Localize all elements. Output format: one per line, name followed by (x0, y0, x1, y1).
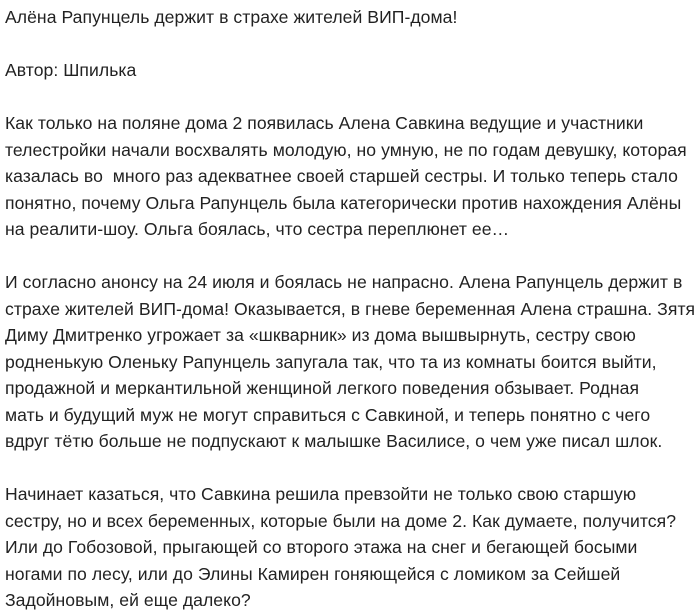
text-line: понятно, почему Ольга Рапунцель была категорически против нахождения Алёны (5, 192, 682, 213)
text-line: вдруг тётю больше не подпускают к малышке Василисе, о чем уже писал шлок. (5, 431, 663, 451)
article-paragraph-1 (5, 110, 691, 243)
text-line: ногами по лесу, или до Элины Камирен гоняющейся с ломиком за Сейшей (5, 563, 621, 584)
text-line: родненькую Оленьку Рапунцель запугала так, что та из комнаты боится выйти, (5, 351, 657, 372)
text-line: Начинает казаться, что Савкина решила превзойти не только свою старшую (5, 484, 637, 504)
text-line: Как только на поляне дома 2 появилась Алена Савкина ведущие и участники (5, 113, 644, 133)
text-line: И согласно анонсу на 24 июля и боялась не напрасно. Алена Рапунцель держит в (5, 272, 683, 292)
article-title-text: Алёна Рапунцель держит в страхе жителей ВИП-дома! (5, 7, 458, 27)
text-line: страхе жителей ВИП-дома! Оказывается, в гневе беременная Алена страшна. Зятя (5, 298, 696, 319)
article-paragraph-3 (5, 481, 691, 614)
article-paragraph-2 (5, 269, 696, 455)
article-author (5, 57, 691, 84)
text-line: сестру, но и всех беременных, которые были на доме 2. Как думаете, получится? (5, 510, 677, 531)
text-line: Диму Дмитренко угрожает за «шкварник» из дома вышвырнуть, сестру свою (5, 325, 636, 345)
text-line: Задойновым, ей еще далеко? (5, 590, 251, 610)
text-line: телестройки начали восхвалять молодую, но умную, не по годам девушку, которая (5, 139, 687, 160)
text-line: мать и будущий муж не могут справиться с Савкиной, и теперь понятно с чего (5, 404, 651, 425)
text-line: на реалити-шоу. Ольга боялась, что сестра переплюнет ее… (5, 219, 510, 239)
article-author-text: Автор: Шпилька (5, 60, 137, 80)
text-line: продажной и меркантильной женщиной легкого поведения обзывает. Родная (5, 378, 640, 398)
text-line: казалась во много раз адекватнее своей старшей сестры. И только теперь стало (5, 166, 678, 186)
text-line: Или до Гобозовой, прыгающей со второго этажа на снег и бегающей босыми (5, 537, 638, 557)
article-title (5, 4, 691, 31)
